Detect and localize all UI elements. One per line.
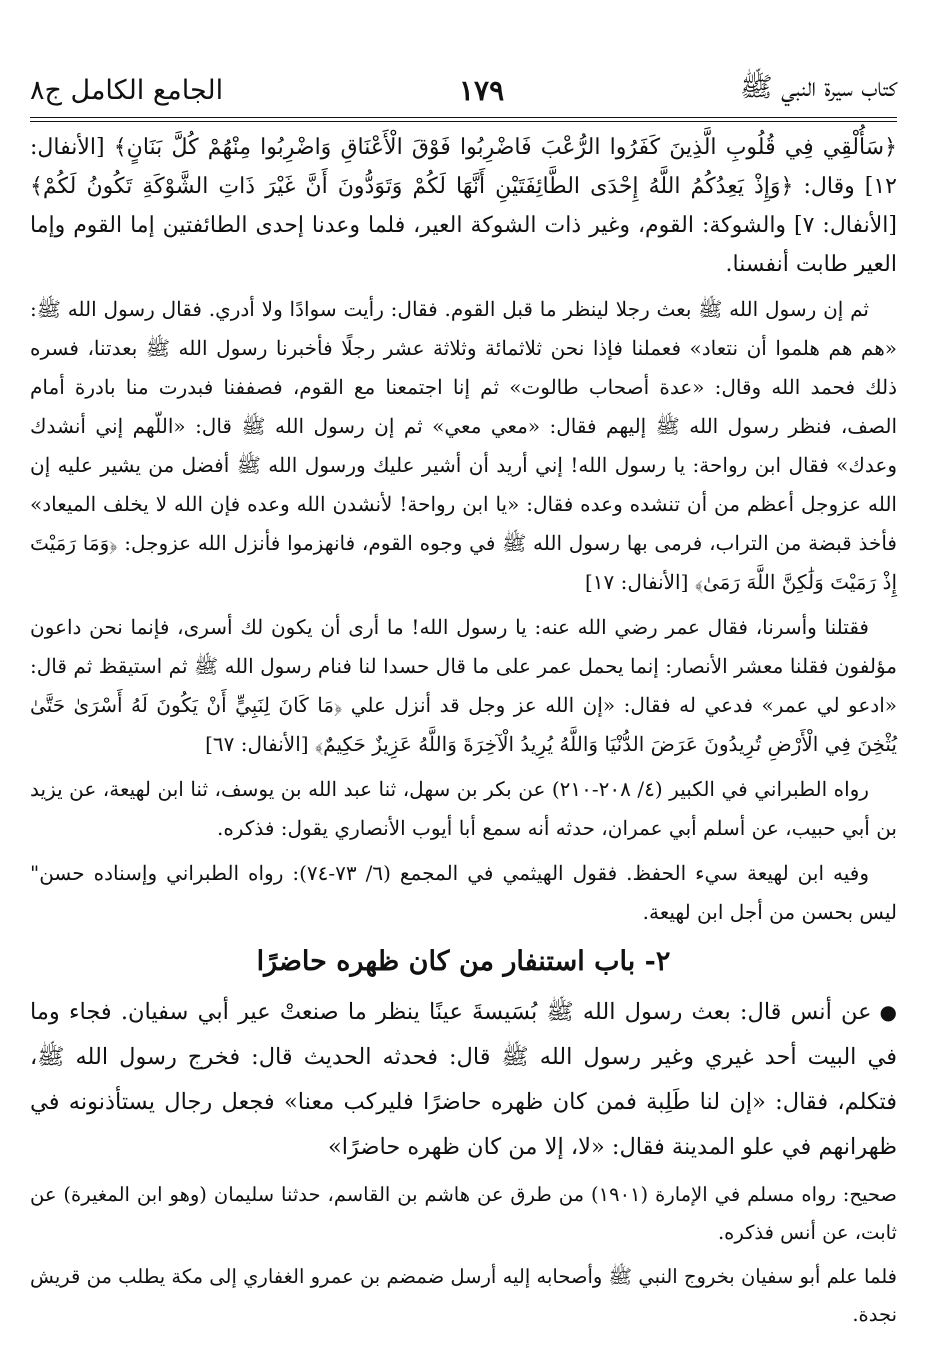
paragraph-grading-note: وفيه ابن لهيعة سيء الحفظ. فقول الهيثمي في المجمع (٦/ ٧٣-٧٤): رواه الطبراني وإسناده حسن" ليس بحسن من أجل ابن لهيعة. [30, 861, 897, 924]
paragraph-takhrij: رواه الطبراني في الكبير (٤/ ٢٠٨-٢١٠) عن بكر بن سهل، ثنا عبد الله بن يوسف، ثنا ابن لهيعة، عن يزيد بن أبي حبيب، عن أسلم أبي عمران، حدثه أنه سمع أبا أيوب الأنصاري يقول: فذكره. [30, 777, 897, 840]
bullet-icon: ● [879, 1000, 897, 1024]
running-header [30, 68, 897, 112]
hadith-grading: صحيح: رواه مسلم في الإمارة (١٩٠١) من طرق عن هاشم بن القاسم، حدثنا سليمان (وهو ابن المغيرة) عن ثابت، عن أنس فذكره. [30, 1183, 897, 1244]
closing-paragraph: فلما علم أبو سفيان بخروج النبي ﷺ وأصحابه إليه أرسل ضمضم بن عمرو الغفاري إلى مكة يطلب من قريش نجدة. [30, 1265, 897, 1326]
header-book-title: كتاب سيرة النبي ﷺ [739, 72, 897, 103]
hadith-text [30, 990, 897, 1170]
header-rule [30, 117, 897, 122]
paragraph-quran-verses: ﴿سَأُلْقِي فِي قُلُوبِ الَّذِينَ كَفَرُوا الرُّعْبَ فَاضْرِبُوا فَوْقَ الْأَعْنَاقِ وَاضْرِبُوا مِنْهُمْ كُلَّ بَنَانٍ﴾ [الأنفال: ١٢] وقال: ﴿وَإِذْ يَعِدُكُمُ اللَّهُ إِحْدَى الطَّائِفَتَيْنِ أَنَّهَا لَكُمْ وَتَوَدُّونَ أَنَّ غَيْرَ ذَاتِ الشَّوْكَةِ تَكُونُ لَكُمْ﴾ [الأنفال: ٧] والشوكة: القوم، وغير ذات الشوكة العير، فلما وعدنا إحدى الطائفتين إما القوم وإما العير طابت أنفسنا. [30, 135, 897, 277]
paragraph-narration: ثم إن رسول الله ﷺ بعث رجلا لينظر ما قبل القوم. فقال: رأيت سوادًا ولا أدري. فقال رسول الله ﷺ: «هم هم هلموا أن نتعاد» فعملنا فإذا نحن ثلاثمائة وثلاثة عشر رجلًا فأخبرنا رسول الله ﷺ بعدتنا، فسره ذلك فحمد الله وقال: «عدة أصحاب طالوت» ثم إنا اجتمعنا مع القوم، فصففنا فبدرت منا بادرة أمام الصف، فنظر رسول الله ﷺ إليهم فقال: «معي معي» ثم إن رسول الله ﷺ قال: «اللّهم إني أنشدك وعدك» فقال ابن رواحة: يا رسول الله! إني أريد أن أشير عليك ورسول الله ﷺ أفضل من يشير عليه إن الله عزوجل أعظم من أن تنشده وعده فقال: «يا ابن رواحة! لأنشدن الله وعده فإن الله لا يخلف الميعاد» فأخذ قبضة من التراب، فرمى بها رسول الله ﷺ في وجوه القوم، فانهزموا فأنزل الله عزوجل: ﴿وَمَا رَمَيْتَ إِذْ رَمَيْتَ وَلَٰكِنَّ اللَّهَ رَمَىٰ﴾ [الأنفال: ١٧] [30, 297, 897, 594]
section-heading: ٢- باب استنفار من كان ظهره حاضرًا [256, 946, 671, 977]
paragraph-captives: فقتلنا وأسرنا، فقال عمر رضي الله عنه: يا رسول الله! ما أرى أن يكون لك أسرى، فإنما نحن داعون مؤلفون فقلنا معشر الأنصار: إنما يحمل عمر على ما قال حسدا لنا فنام رسول الله ﷺ ثم استيقظ ثم قال: «ادعو لي عمر» فدعي له فقال: «إن الله عز وجل قد أنزل علي ﴿مَا كَانَ لِنَبِيٍّ أَنْ يَكُونَ لَهُ أَسْرَىٰ حَتَّىٰ يُثْخِنَ فِي الْأَرْضِ تُرِيدُونَ عَرَضَ الدُّنْيَا وَاللَّهُ يُرِيدُ الْآخِرَةَ وَاللَّهُ عَزِيزٌ حَكِيمٌ﴾ [الأنفال: ٦٧] [30, 615, 897, 756]
hadith-body: عن أنس قال: بعث رسول الله ﷺ بُسَيسةَ عينًا ينظر ما صنعتْ عير أبي سفيان. فجاء وما في البيت أحد غيري وغير رسول الله ﷺ قال: فحدثه الحديث قال: فخرج رسول الله ﷺ، فتكلم، فقال: «إن لنا طَلِبة فمن كان ظهره حاضرًا فليركب معنا» فجعل رجال يستأذنونه في ظهرانهم في علو المدينة فقال: «لا، إلا من كان ظهره حاضرًا» [30, 999, 897, 1160]
page-body [30, 128, 897, 1340]
page-number: ١٧٩ [458, 73, 505, 107]
header-volume-title: الجامع الكامل ج٨ [30, 74, 224, 106]
